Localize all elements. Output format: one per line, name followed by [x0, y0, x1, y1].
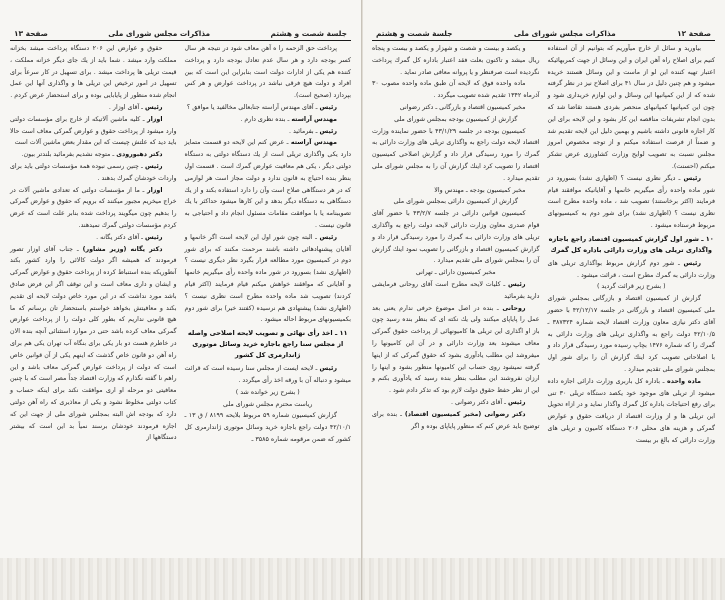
speaker-name: رئيس [319, 365, 337, 373]
speech-text: ـ آقاى مهندس آراسته جنابعالى مخالفيد يا موافق ؟ [186, 103, 318, 111]
speaker-name: دكتر يگانه (وزير مشاور) [82, 245, 163, 253]
speaker-paragraph [10, 185, 177, 232]
speech-text: ـ بنده در اصل موضوع حرفى ندارم يعنى بعد عمل را پاياپاى ميكنند ولى يك نكته اى كه بنظر بنده رسيد چون باز او اگذارى اين تريلى ها كاميونهائى از پرداخت حقوق گمركى معاف ميشوند بعد وزارت دارائى و در آن اين كاميونها را ميفروشد اين مطلب يادآورى بشود كه حقوق گمركى كه از اينها گرفته نميشود روى حساب اين كاميونها منظور بشود و اينها را ارزان نفروشند اين مطلب بنظر بنده رسيد كه يادآورى بكنم و اين از نظر حفظ حقوق دولت لازم بود كه تذكر دادم شود . [372, 304, 540, 395]
speaker-name: رئيس [145, 233, 163, 241]
page-fold [361, 0, 363, 600]
speaker-paragraph [10, 114, 177, 149]
speaker-name: اوزار [147, 186, 163, 194]
section-heading: ۱۰ ـ شور اول گزارش كميسيون اقتصاد راجع باجازه واگذارى تريلى هاى وزارت دارائى باداره كل گمرك [548, 234, 714, 254]
speech-text: ـ ما از مؤسسات دولتى كه تعدادى ماشين آلات در خراج ميخريم مجبور ميكنند كه برويم كه حقوق و عوارض گمركى را بدهيم چون ميگويند پرداخت شده بنابر علت است كه عرض كردم مؤسسات دولتى گمرك نميدهند. [10, 186, 177, 229]
speaker-paragraph [548, 258, 716, 282]
speaker-paragraph [372, 279, 540, 303]
speaker-paragraph [10, 102, 177, 114]
speaker-name: رئيس [508, 398, 526, 406]
page-header [10, 22, 351, 41]
speaker-paragraph [372, 397, 540, 409]
page-header [372, 22, 715, 41]
centered-line: ( بشرح زير قرائت گرديد ) [596, 283, 666, 291]
body-paragraph: گزارش از كميسيون اقتصاد و بازرگانى بمجلس شوراى ملى كميسيون اقتصاد و بازرگانى در جلسه ۴۲/۱۲/۱۷ با حضور آقاى دكتر نيازى معاون وزارت اقتصاد لايحه شماره ۳۸۷۳۲۴ ـ ۴۲/۱۰/۵ دولت راجع به واگذارى تريلى هاى وزارت دارائى به گمرك را كه شماره ۱۴۷۶ بچاپ رسيده مورد رسيدگى قرار داد و با اصلاحاتى تصويب كرد اينك گزارش آن را براى شور اول بمجلس شوراى ملى تقديم ميدارد . [547, 295, 715, 373]
speech-text: ـ باداره كل باربرى وزارت دارائى اجازه داده ميشود از تريلى هاى موجود خود يكصد دستگاه تريلى ۳۰ تنى براى رفع احتياجات باداره كل گمرك واگذار نمايد و در ازاء تحويل اين تريلى ها و از وزارت اقتصاد از دريافت حقوق و عوارض گمركى و هزينه هاى محلى ۲۰۶ دستگاه كاميون و تريلى هاى وزارت دارائى كه بالغ بر بيست [547, 377, 716, 444]
speech-text: ـ شور دوم گزارش مربوط بواگذارى تريلى هاى وزارت دارائى به گمرك مطرح است ، قرائت ميشود . [547, 259, 715, 279]
speaker-name: رئيس [683, 259, 701, 267]
body-paragraph: گزارش كميسيون شماره ۵۹ مربوط بلايحه ۸۱۹۹ / ق ۱۳ ـ ۴۲/۱۰/۱ دولت راجع باجازه خريد وسائل موتورى ژاندارمرى كل كشور كه ضمن مرقومه شماره ۳۵۸۵ ـ [184, 412, 351, 443]
page-number: صفحة ۱۲ [677, 29, 711, 38]
speaker-name: دكتر رضوانى (مخبر كميسيون اقتصاد) [404, 410, 526, 418]
speaker-name: رئيس [508, 280, 526, 288]
speaker-paragraph [10, 161, 177, 185]
speaker-paragraph [185, 232, 352, 326]
centered-line: گزارش از كميسيون بودجه بمجلس شوراى ملى [394, 115, 518, 123]
speech-text: ـ آقاى دكتر يگانه . [96, 233, 144, 241]
speech-text: ـ جناب آقاى اوزار تصور فرمودند كه هميشه اگر دولت كالائى را وارد كشور بكند آنطوريكه بنده استنباط كرده از پرداخت حقوق و عوارض گمركى و ايشان و دارى معاف است و اين توقف اگر اين فرض صادق باشد مورد نداشت كه در اين مورد خاص دولت لايحه اى تقديم بكند و معافيتش بخواهد خواستم باستحضار تان برسانم كه ما هيچ قانونى نداريم كه بطور كلى دولت را از پرداخت عوارض گمركى معاف كرده باشد حتى در موارد استثنائى آنچه بنده الان در خاطرم هست دو بار يكى براى بنگاه آب تهران يكى هم براى راه آهن دو قانون خاص گذشت كه اينهم يكى از آن قوانين خاص است كه دولت از پرداخت عوارض گمركى معاف باشد و اين راهم نا گفته نگذارم كه وزارت اقتصاد جداً مصر است كه با چنين معافيتى دو مرحله او ارى موافقت نكند براى اينكه حساب و كتاب دولتى مخلوط نشود و يكى از معاذيرى كه راه آهن دولتى دارد كه بودجه اش البته بمجلس شوراى ملى از جهت اين كه اجازه فرمودند خودشان برسند نمياً بد اين است كه بيشتر دستگاهها از [10, 245, 177, 442]
speaker-paragraph [185, 126, 352, 138]
body-paragraph: كميسيون بودجه در جلسه ۴۳/۱/۲۹ با حضور نماينده وزارت اقتصاد لايحه دولت راجع به واگذارى تريلى هاى وزارت دارائى به گمرك را مورد رسيدگى قرار داد و گزارش اصلاحى كميسيون اقتصاد را تصويب كرد اينك گزارش آن را به مجلس شوراى ملى تقديم ميدارد . [372, 127, 540, 182]
speech-text: ـ عرض كنم اين لايحه دو قسمت متمايز دارد يكى واگذارى تريلى است از يك دستگاه دولتى به دستگاه دولتى ديگر ، يكى هم معافيت عوارض گمرك است . قسمت اول بنظر بنده احتياج به قانون ندارد و دولت مجاز است هر لوازمى كه در هر دستگاهى صلاح است وآن را دارد استفاده بكند و از يك دستگاهى به دستگاه ديگر بدهد و اين كارها ميشود حداكثر با يك تصويبنامه يا با موافقت مقامات مسئول انجام داد و احتياجى به قانون نيست . [184, 139, 351, 229]
speech-text: ـ كليه ماشين آلاتيكه از خارج براى مؤسسات دولتى وارد ميشود از پرداخت حقوق و عوارض گمركى معاف است حالا بايد ديد كه علتش چيست كه اين مقدار بعض ماشين آلات است [10, 115, 177, 147]
speaker-name: رئيس [319, 127, 337, 135]
speaker-paragraph [10, 232, 177, 244]
publication-title: مذاكرات مجلس شوراى ملى [513, 29, 616, 38]
speaker-paragraph [548, 173, 716, 232]
publication-title: مذاكرات مجلس شوراى ملى [108, 29, 211, 38]
scan-bottom-edge [362, 558, 725, 600]
body-paragraph: بياوريد و سائل از خارج ميآوريم كه بتوانيم از آن استفاده كنيم براى اصلاح راه آهن ايران و اين وسائل از جهت كمربهائيكه اعتبار تهيه كننده اين لو از ماست و اين وسائل هستند خريده ميشود و هم چنين دليل در سال ۴۱ براى اصلاح نيز در نظر گرفته شده كه از اين كمپانيها اين وسائل و اين لوازم خريدارى شود و چون اين كمپانيها كمپانيهاى منحصر بفردى هستند تقاضا شد كه بدون انجام تشريفات مناقصه اين كار بشود و اين لايحه براى اين كار اجازه قانونى داشته باشيم و بهمين دليل اين لايحه تقديم شد و ضمناً از فرصت استفاده ميكنم و از توجه مخصوص امروز مجلس نسبت به تصويب لوايح وزارت كشاورزى عرض تشكر ميكنم (احسنت). [547, 45, 715, 170]
centered-line: مخبر كميسيون دارائى ـ تهرانى [415, 269, 496, 277]
centered-line: ( بشرح زير خوانده شد ) [235, 388, 300, 396]
speech-text: ـ آقاى دكتر رضوانى . [450, 398, 507, 406]
speaker-name: رئيس [319, 103, 337, 111]
body-paragraph: ماده واحده فوق كه لايحه آن طبق ماده واحده مصوب ۳۰ آذرماه ۱۳۴۲ تقديم شده تصويب ميگردد . [372, 80, 540, 100]
speech-text: ـ كليات لايحه مطرح است آقاى روحانى فرمايشى داريد بفرمائيد [372, 280, 540, 300]
speaker-paragraph [185, 114, 352, 126]
speaker-paragraph [372, 409, 540, 433]
speaker-name: رئيس [319, 233, 337, 241]
speaker-name: مهندس آراسته [291, 115, 337, 123]
column-right [548, 43, 716, 447]
speech-text: ـ البته چون شور اول اين لايحه است اگر خانمها و آقايان پيشنهادهائى داشته باشند مرحمت مكنند كه براى شور دوم در كميسيون مورد مطالعه قرار بگيرد نظر ديگرى نيست ؟ (اظهارى نشد) بسورود در شور ماده واحده رأى ميگيريم خانمها و آقايانى كه موافقند خواهش ميكنم قيام فرمايند (اكثر قيام كردند) تصويب شد ماده واحده مطرح است نظرى نيست ؟ (اظهارى نشد) پيشنهادى هم نرسيده (كفتند خير) براى شور دوم بكميسيونهاى مربوط احاله ميشود . [184, 233, 351, 324]
speaker-name: رئيس [145, 162, 163, 170]
speaker-name: ماده واحده [667, 377, 701, 385]
speaker-paragraph [10, 149, 177, 161]
speech-text: ـ بنده نظرى دارم . [240, 115, 290, 123]
section-heading: ۱۱ ـ اخذ رأى نهائى و تصويب لايحه اصلاحى واصله از مجلس سنا راجع باجازه خريد وسائل موتورى ژاندارمرى كل كشور [187, 329, 348, 360]
page-12 [362, 0, 725, 600]
speaker-paragraph [185, 102, 352, 114]
speaker-paragraph [372, 303, 540, 397]
centered-line: رياست محترم مجلس شوراى ملى [223, 400, 313, 408]
body-paragraph: حقوق و عوارض اين ۲۰۶ دستگاه پرداخت ميشد بخزانه مملكت وارد ميشد . شما بايد از يك جاى ديگر خزانه مملكت ، قيمت تريلى ها پرداخت ميشد . براى تسهيل در كار سرعاً براى تسهيل در امور ترخيص اين تريلى ها و واگذارى آنها اين عمل انجام شده منظور از پايابايى بوده و براى استحضار عرض كردم . [10, 45, 177, 100]
speaker-name: رئيس [683, 174, 701, 182]
page-13 [0, 0, 362, 600]
speaker-name: مهندس آراسته [290, 139, 337, 147]
speaker-name: روحانى [502, 304, 526, 312]
column-right [185, 43, 352, 446]
speaker-paragraph [185, 363, 352, 387]
column-left [372, 43, 540, 447]
speaker-name: اوزار [147, 115, 163, 123]
speaker-name: دكتر دهبورودى [116, 151, 163, 159]
speech-text: ـ لايحه ايست از مجلس سنا رسيده است كه قرائت ميشود و دنباله آن با ورقه اخذ رأى ميگردد . [184, 365, 351, 384]
column-left [10, 43, 177, 446]
session-title: جلسة شصت و هشتم [376, 29, 453, 38]
centered-line: گزارش از كميسيون دارائى بمجلس شوراى ملى [393, 198, 519, 206]
speech-text: ـ بفرمائيد . [289, 127, 318, 135]
scan-bottom-edge [0, 558, 361, 600]
speaker-paragraph [185, 137, 352, 231]
speech-text: ـ ديگر نظرى نيست ؟ (اظهارى نشد) بسورود در شور ماده واحده رأى ميگيريم خانمها و آقايانيكه موافقند قيام فرمايند (اكثر برخاستند) تصويب شد ، ماده واحده مطرح است نظرى نيست ؟ (اظهارى نشد) براى شور دوم به كميسيونهاى مربوط فرستاده ميشود . [547, 174, 715, 229]
body-paragraph: مخبر كميسيون اقتصاد و بازرگانى ـ دكتر رضوانى [399, 103, 526, 111]
body-paragraph: مخبر كميسيون بودجه ـ مهندس والا [434, 186, 526, 194]
session-title: جلسة شصت و هشتم [270, 29, 347, 38]
text-columns [372, 43, 715, 447]
speaker-name: رئيس [145, 103, 163, 111]
speech-text: ـ بنده براى توضيح بايد عرض كنم كه منظور پاياپاى بوده و اگر [372, 410, 540, 430]
body-paragraph: كميسيون قوانين دارائى در جلسه ۴۳/۲/۷ با حضور آقاى قوام صدرى معاون وزارت دارائى لايحه دولت راجع به واگذارى تريلى هاى وزارت دارائى بـه گمرك را مورد رسيدگى قرار داد و گزارش كميسيون اقتصاد و بازرگانى را تصويب نمود اينك گزارش آن را بمجلس شوراى ملى تقديم ميدارد . [372, 210, 540, 265]
body-paragraph: و يكصد و بيست و شصت و شهزار و يكصد و بيست و پنجاه ريال ميشد و تاكنون بعلت فقد اعتبار باداره كل گمرك پرداخت نگرديده است صرفنظر و يا پروانه معافى صادر نمايد . [372, 45, 540, 76]
page-number: صفحة ۱۳ [14, 29, 48, 38]
speaker-paragraph [548, 376, 716, 447]
speaker-paragraph [10, 244, 177, 445]
speech-text: ـ چنين رسمى نبوده همة مؤسسات دولتى بايد براى واردات خودشان گمرك بدهند . [10, 162, 177, 182]
body-paragraph: پرداخت حق الزحمه را ه آهن معاف شود در نتيجه هر سال كسر بودجه دارد و هر سال عدم تعادل بودجه دارد و پرداخت كننده هم يكى از ادارات دولت است بنابراين اين است كه بين افراد و دولت هيچ فرقى نباشد در پرداخت عوارض و هر كس بپردازد (صحيح است). [184, 45, 351, 100]
text-columns [10, 43, 351, 446]
speech-text: ـ آقاى اوزار . [108, 103, 144, 111]
speech-text: ـ متوجه نشديم بفرمائيد بلندتر بيون. [21, 151, 115, 159]
